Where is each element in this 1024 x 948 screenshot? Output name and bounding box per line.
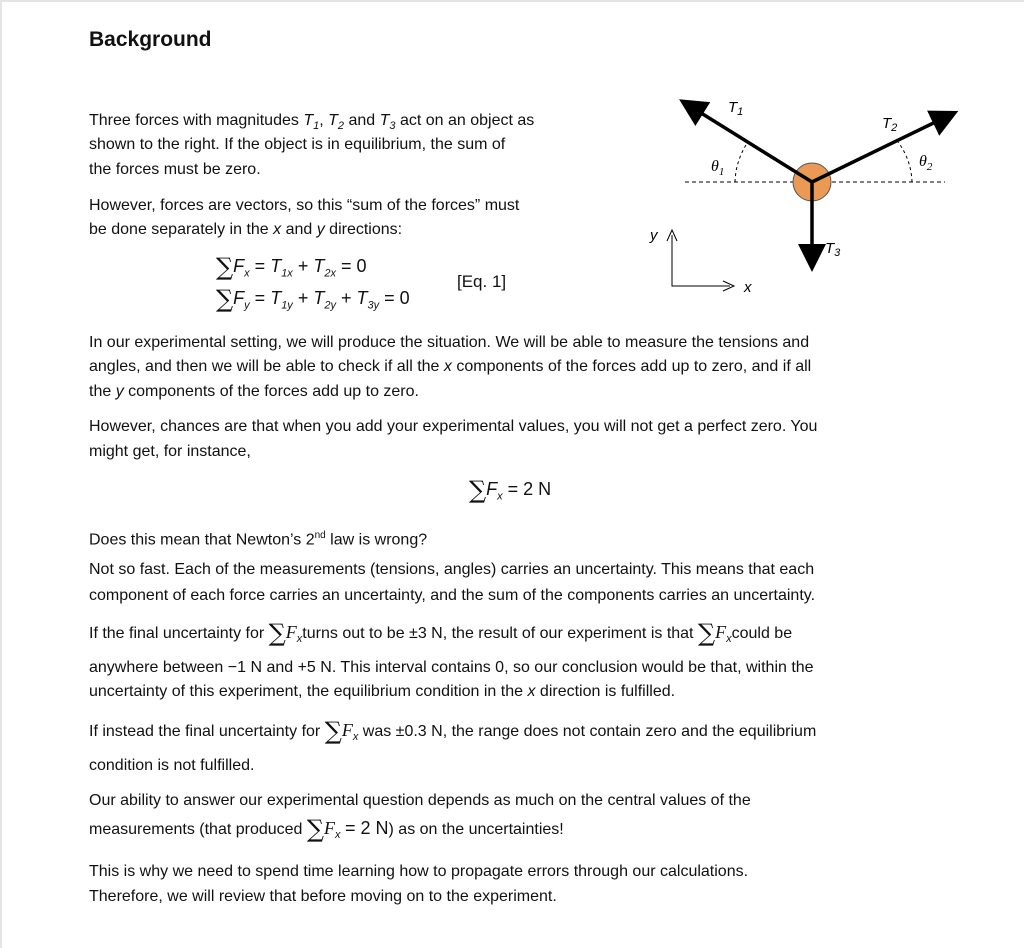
equation-sum-fx: $\sum F_x = T_{1x} + T_{2x} = 0$ — [216, 253, 367, 281]
x-axis-label: x — [744, 279, 752, 296]
theta1-label: $\theta_1$ — [711, 158, 725, 178]
paragraph-line: Three forces with magnitudes $T_1$, $T_2$ and $T_3$ act on an object as — [89, 112, 535, 133]
paragraph-line: Our ability to answer our experimental question depends as much on the central values of the — [89, 792, 751, 809]
paragraph-line: However, chances are that when you add your experimental values, you will not get a perfect zero. You — [89, 418, 818, 435]
paragraph-line: component of each force carries an uncertainty, and the sum of the components carries an uncertainty. — [89, 587, 816, 604]
equation-sum-fx-2n: $\sum F_x = 2$ N — [469, 476, 552, 504]
paragraph-line: uncertainty of this experiment, the equilibrium condition in the x direction is fulfilled. — [89, 683, 676, 700]
t1-arrow — [685, 103, 812, 182]
force-diagram — [640, 90, 980, 300]
paragraph-line: condition is not fulfilled. — [89, 757, 255, 774]
paragraph-line: Not so fast. Each of the measurements (tensions, angles) carries an uncertainty. This means that each — [89, 561, 815, 578]
paragraph-line: be done separately in the x and y directions: — [89, 221, 403, 238]
paragraph-line: anywhere between −1 N and +5 N. This interval contains 0, so our conclusion would be that, within the — [89, 659, 814, 676]
paragraph-line: However, forces are vectors, so this “sum of the forces” must — [89, 197, 520, 214]
paragraph-line: Does this mean that Newton’s 2nd law is wrong? — [89, 530, 428, 549]
theta2-arc — [898, 142, 912, 182]
theta1-arc — [735, 145, 746, 182]
paragraph-line: If instead the final uncertainty for $\sum F_x$ was ±0.3 N, the range does not contain zero and the equilibrium — [89, 717, 817, 745]
paragraph-line: angles, and then we will be able to check if all the x components of the forces add up to zero, and if all — [89, 358, 812, 375]
theta2-label: $\theta_2$ — [919, 153, 933, 173]
section-heading: Background — [89, 28, 212, 51]
paragraph-line: shown to the right. If the object is in equilibrium, the sum of — [89, 136, 506, 153]
paragraph-line: might get, for instance, — [89, 443, 251, 460]
t2-label: $T_2$ — [882, 115, 898, 134]
paragraph-line: the y components of the forces add up to zero. — [89, 383, 419, 400]
paragraph-line: the forces must be zero. — [89, 161, 261, 178]
paragraph-line: If the final uncertainty for $\sum F_xturns$ out to be ±3 N, the result of our experiment is that $\sum F_xcould$ be — [89, 619, 793, 647]
t1-label: $T_1$ — [728, 99, 744, 118]
paragraph-line: measurements (that produced $\sum F_x = 2$ N) as on the uncertainties! — [89, 815, 564, 843]
equation-sum-fy: $\sum F_y = T_{1y} + T_{2y} + T_{3y} = 0$ — [216, 285, 410, 313]
equation-label: [Eq. 1] — [457, 272, 507, 291]
y-axis-label: y — [650, 227, 658, 244]
paragraph-line: This is why we need to spend time learning how to propagate errors through our calculations. — [89, 863, 749, 880]
paragraph-line: In our experimental setting, we will produce the situation. We will be able to measure the tensions and — [89, 334, 810, 351]
paragraph-line: Therefore, we will review that before moving on to the experiment. — [89, 888, 557, 905]
t3-label: $T_3$ — [825, 240, 841, 259]
axes-icon — [672, 235, 730, 286]
